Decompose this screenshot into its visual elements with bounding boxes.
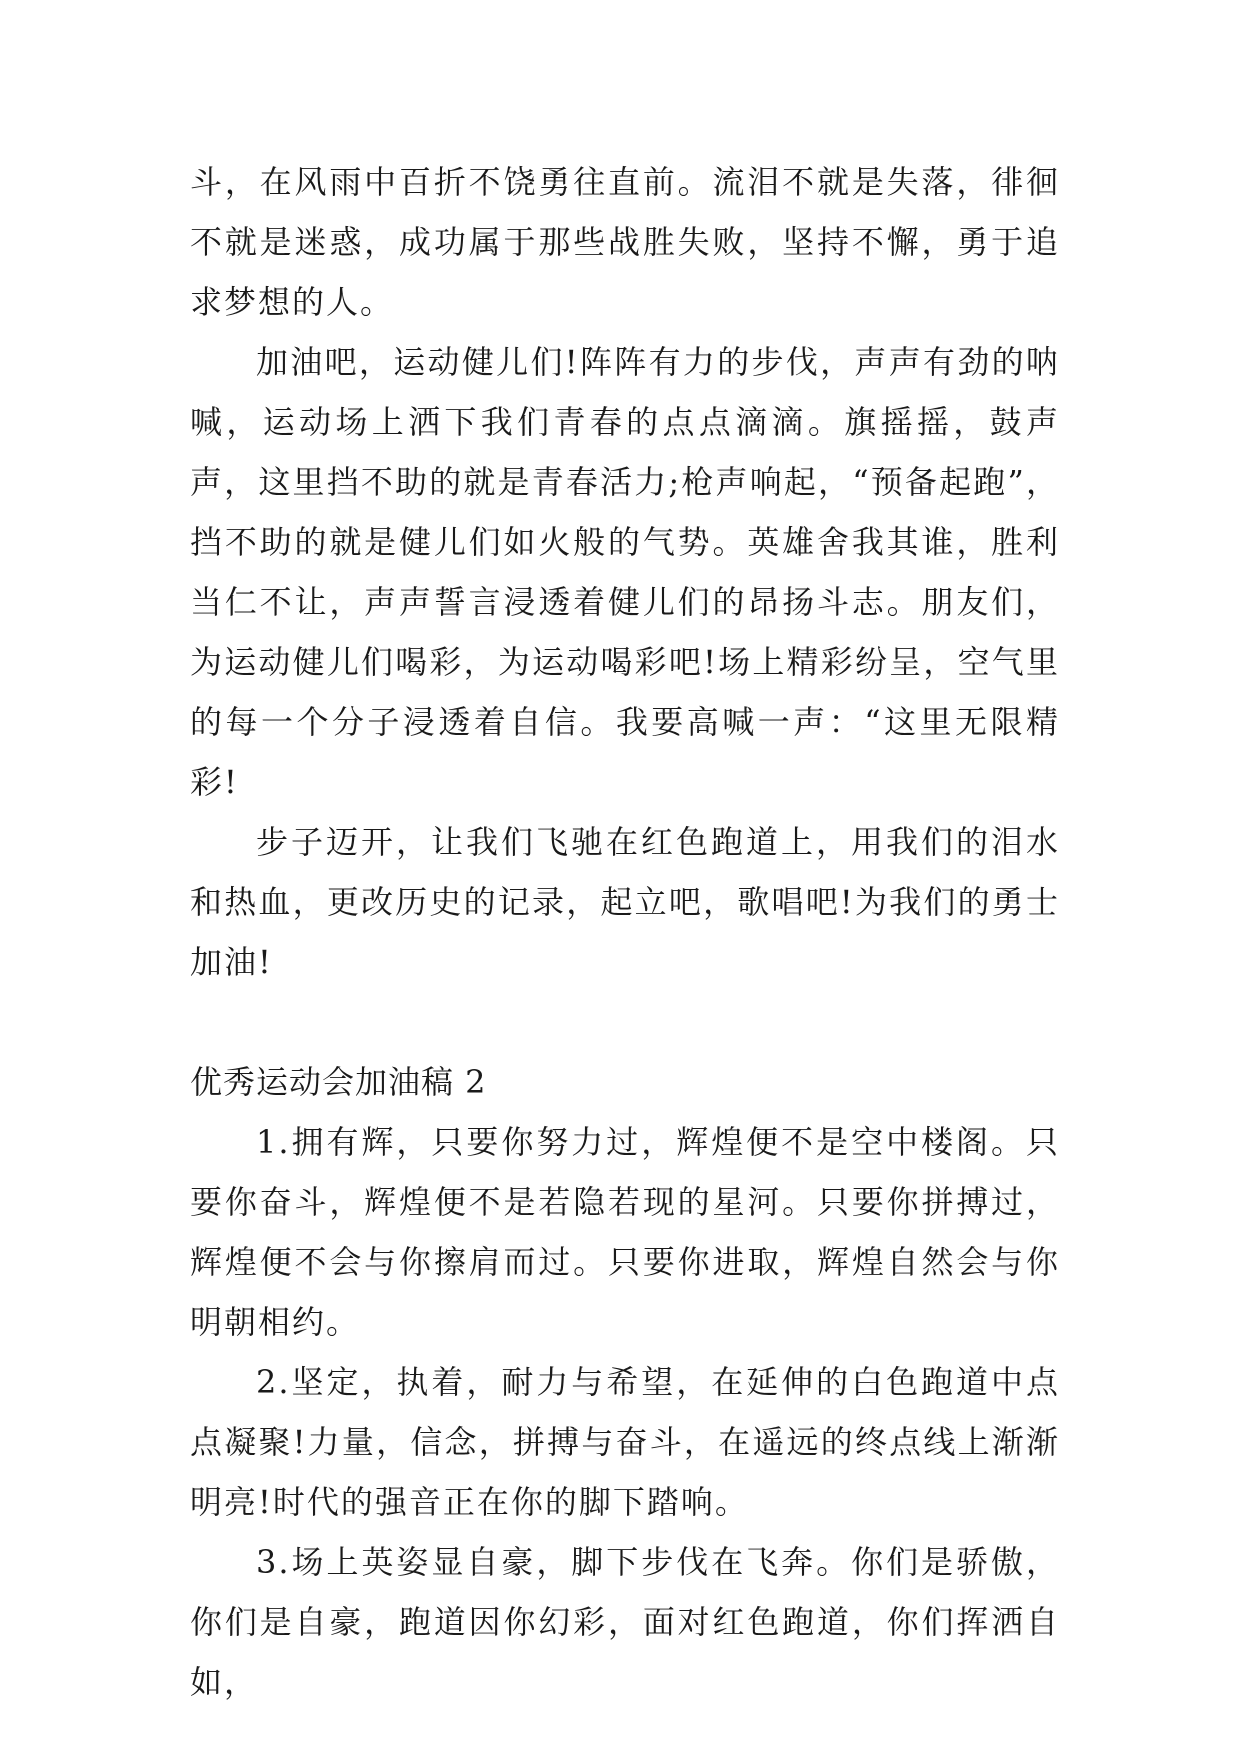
paragraph-continuation: 斗，在风雨中百折不饶勇往直前。流泪不就是失落，徘徊不就是迷惑，成功属于那些战胜失败，坚持不懈，勇于追求梦想的人。	[190, 163, 1060, 321]
paragraph-closing: 步子迈开，让我们飞驰在红色跑道上，用我们的泪水和热血，更改历史的记录，起立吧，歌唱吧!为我们的勇士加油!	[190, 823, 1060, 981]
paragraph-item-3: 3.场上英姿显自豪，脚下步伐在飞奔。你们是骄傲，你们是自豪，跑道因你幻彩，面对红色跑道，你们挥洒自如，	[190, 1543, 1060, 1701]
paragraph-item-2: 2.坚定，执着，耐力与希望，在延伸的白色跑道中点点凝聚!力量，信念，拼搏与奋斗，在遥远的终点线上渐渐明亮!时代的强音正在你的脚下踏响。	[190, 1363, 1060, 1521]
document-body	[190, 152, 1060, 1712]
paragraph-item-1: 1.拥有辉，只要你努力过，辉煌便不是空中楼阁。只要你奋斗，辉煌便不是若隐若现的星河。只要你拼搏过，辉煌便不会与你擦肩而过。只要你进取，辉煌自然会与你明朝相约。	[190, 1123, 1060, 1341]
section-title: 优秀运动会加油稿 2	[190, 1063, 487, 1101]
paragraph-cheer: 加油吧，运动健儿们!阵阵有力的步伐，声声有劲的呐喊，运动场上洒下我们青春的点点滴滴。旗摇摇，鼓声声，这里挡不助的就是青春活力;枪声响起，“预备起跑”，挡不助的就是健儿们如火般的气势。英雄舍我其谁，胜利当仁不让，声声誓言浸透着健儿们的昂扬斗志。朋友们，为运动健儿们喝彩，为运动喝彩吧!场上精彩纷呈，空气里的每一个分子浸透着自信。我要高喊一声：“这里无限精彩!	[190, 343, 1060, 801]
